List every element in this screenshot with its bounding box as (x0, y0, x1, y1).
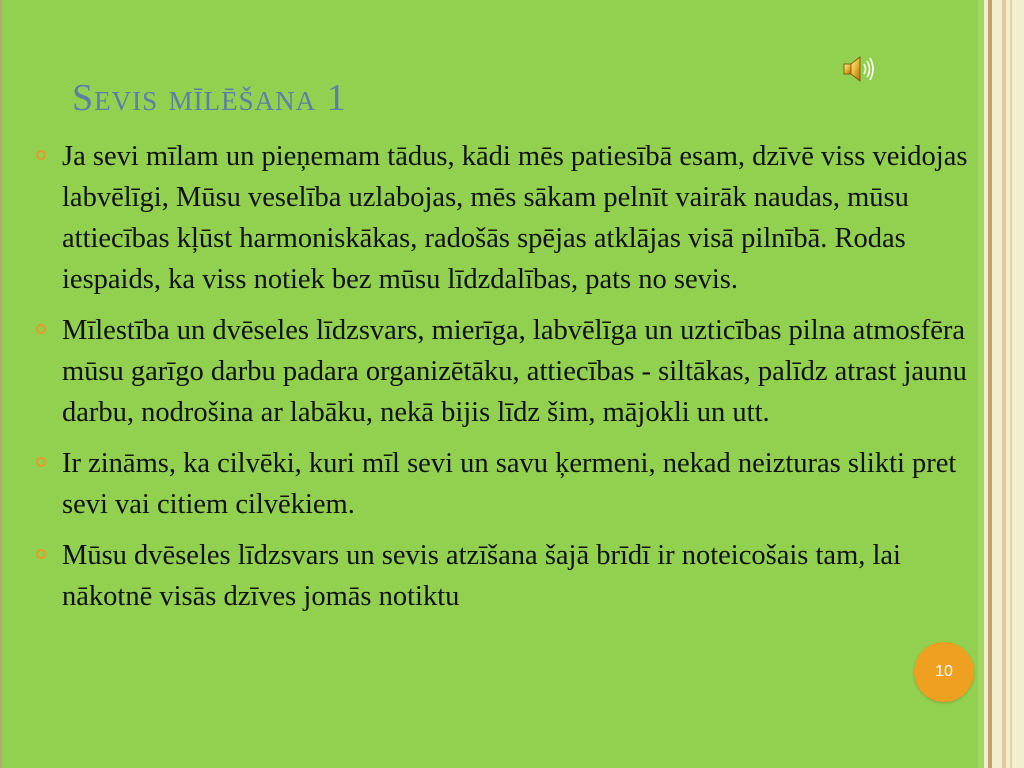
bullet-text: Mīlestība un dvēseles līdzsvars, mierīga, labvēlīga un uzticības pilna atmosfēra mūsu garīgo darbu padara organizētāku, attiecības - siltākas, palīdz atrast jaunu darbu, nodrošina ar labāku, nekā bijis līdz šim, mājokli un utt. (62, 315, 967, 428)
bullet-text: Ir zināms, ka cilvēki, kuri mīl sevi un savu ķermeni, nekad neizturas slikti pret sevi vai citiem cilvēkiem. (62, 448, 957, 520)
right-border-stripe (1010, 0, 1012, 768)
left-border-line (0, 0, 2, 768)
bullet-text: Mūsu dvēseles līdzsvars un sevis atzīšana šajā brīdī ir noteicošais tam, lai nākotnē visās dzīves jomās notiktu (62, 540, 901, 612)
circle-bullet-icon (36, 457, 46, 467)
slide-title: Sevis mīlēšana 1 (72, 77, 347, 119)
circle-bullet-icon (36, 150, 46, 160)
circle-bullet-icon (36, 324, 46, 334)
circle-bullet-icon (36, 549, 46, 559)
bullet-item (36, 136, 996, 300)
bullet-item (36, 535, 996, 617)
bullet-text: Ja sevi mīlam un pieņemam tādus, kādi mēs patiesībā esam, dzīvē viss veidojas labvēlīgi, Mūsu veselība uzlabojas, mēs sākam pelnīt vairāk naudas, mūsu attiecības kļūst harmoniskākas, radošās spējas atklājas visā pilnībā. Rodas iespaids, ka viss notiek bez mūsu līdzdalības, pats no sevis. (62, 141, 968, 295)
bullet-item (36, 443, 996, 525)
right-border-stripe (1006, 0, 1024, 768)
speaker-icon[interactable] (842, 54, 876, 84)
bullet-item (36, 310, 996, 433)
page-number-badge: 10 (914, 642, 974, 702)
bullet-list (36, 136, 996, 627)
